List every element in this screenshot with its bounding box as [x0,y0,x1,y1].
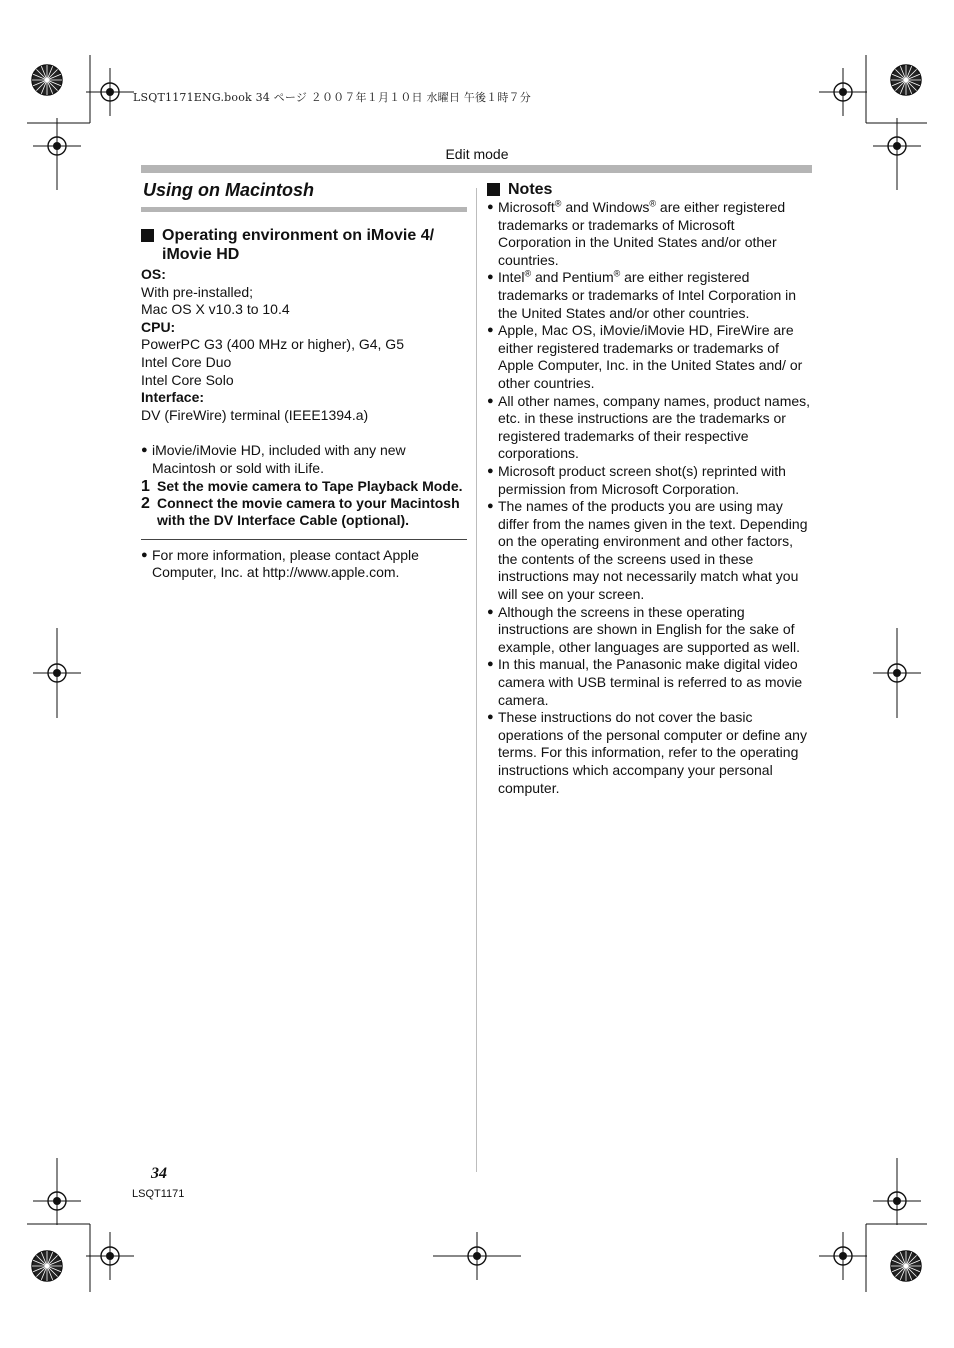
operating-environment-heading-text: Operating environment on iMovie 4/ iMovie HD [162,227,435,263]
cpu-line-2: Intel Core Duo [141,353,232,370]
interface-line: DV (FireWire) terminal (IEEE1394.a) [141,406,369,423]
document-code: LSQT1171 [132,1188,185,1200]
section-label: Edit mode [445,146,509,162]
note-text [498,199,811,269]
bullet-icon: ● [487,605,494,618]
notes-heading [487,180,811,199]
note-item [487,199,811,269]
step-2-number: 2 [141,494,150,512]
registered-mark: ® [649,198,657,209]
square-bullet-icon [487,183,500,196]
step-2 [141,495,467,530]
imovie-bullet [141,442,467,477]
registered-mark: ® [554,198,562,209]
bullet-icon: ● [487,500,494,513]
separator-rule [141,539,467,540]
column-divider [476,188,477,1172]
note-item [487,709,811,797]
os-label: OS: [141,266,166,282]
note-fragment: and Pentium [531,269,614,286]
notes-column [487,180,811,797]
note-text: All other names, company names, product names, etc. in these instructions are the trademarks or registered trademarks of their respective corporations. [498,392,811,462]
printer-slug-line: LSQT1171ENG.book 34 ページ ２００７年１月１０日 水曜日 午後１時７分 [133,91,531,104]
note-text: In this manual, the Panasonic make digital video camera with USB terminal is referred to as movie camera. [498,656,803,708]
bullet-icon: ● [487,201,494,213]
note-fragment: Intel [498,269,525,286]
interface-label: Interface: [141,389,205,406]
step-1-text: Set the movie camera to Tape Playback Mode. [157,477,463,494]
bullet-icon: ● [487,711,494,724]
note-text: Apple, Mac OS, iMovie/iMovie HD, FireWire are either registered trademarks or trademarks of Apple Computer, Inc. in the United States and/ or other countries. [498,322,803,391]
note-text: These instructions do not cover the basic operations of the personal computer or define any terms. For this information, refer to the operating instructions which accompany your personal computer. [498,709,807,796]
bullet-icon: ● [487,658,494,671]
page-title: Using on Macintosh [143,180,314,200]
header-bar [141,165,812,173]
step-2-text: Connect the movie camera to your Macintosh with the DV Interface Cable (optional). [157,494,460,529]
square-bullet-icon [141,229,154,242]
info-bullet [141,547,467,582]
step-1-number: 1 [141,477,150,495]
notes-heading-text: Notes [508,181,553,198]
note-item [487,656,811,709]
bullet-icon: ● [141,548,148,561]
note-item [487,604,811,657]
note-item [487,393,811,463]
bullet-icon: ● [487,271,494,284]
note-fragment: are either registered trademarks or trademarks of Microsoft Corporation in the United States and/or other countries. [498,199,786,268]
bullet-icon: ● [487,394,494,407]
cpu-line-1: PowerPC G3 (400 MHz or higher), G4, G5 [141,336,404,353]
bullet-icon: ● [487,324,494,337]
registered-mark: ® [524,268,532,279]
registered-mark: ® [613,268,621,279]
os-line-2: Mac OS X v10.3 to 10.4 [141,301,290,318]
note-fragment: are either registered trademarks or trademarks of Intel Corporation in the United States and/or other countries. [498,269,797,321]
note-text [498,269,811,322]
bullet-icon: ● [487,464,494,477]
cpu-line-3: Intel Core Solo [141,371,234,388]
note-item [487,269,811,322]
info-bullet-text: For more information, please contact Apple Computer, Inc. at http://www.apple.com. [152,546,419,581]
note-fragment: Microsoft [498,199,555,215]
operating-environment-heading [141,226,467,264]
left-column [141,178,467,582]
note-item [487,498,811,604]
note-text: The names of the products you are using may differ from the names given in the text. Depending on the operating environment and other factors, the contents of the screens used in these instructions may not necessarily match what you will see on your screen. [498,498,808,603]
note-fragment: and Windows [561,199,650,215]
title-rule [141,207,467,212]
bullet-icon: ● [141,444,148,457]
note-text: Although the screens in these operating instructions are shown in English for the sake of example, other languages are supported as well. [498,603,800,655]
step-1 [141,478,467,495]
note-text: Microsoft product screen shot(s) reprinted with permission from Microsoft Corporation. [498,462,786,497]
page-number: 34 [151,1165,167,1182]
cpu-label: CPU: [141,318,176,335]
note-item [487,322,811,392]
note-item [487,463,811,498]
os-line-1: With pre-installed; [141,283,254,300]
imovie-bullet-text: iMovie/iMovie HD, included with any new Macintosh or sold with iLife. [152,442,406,476]
